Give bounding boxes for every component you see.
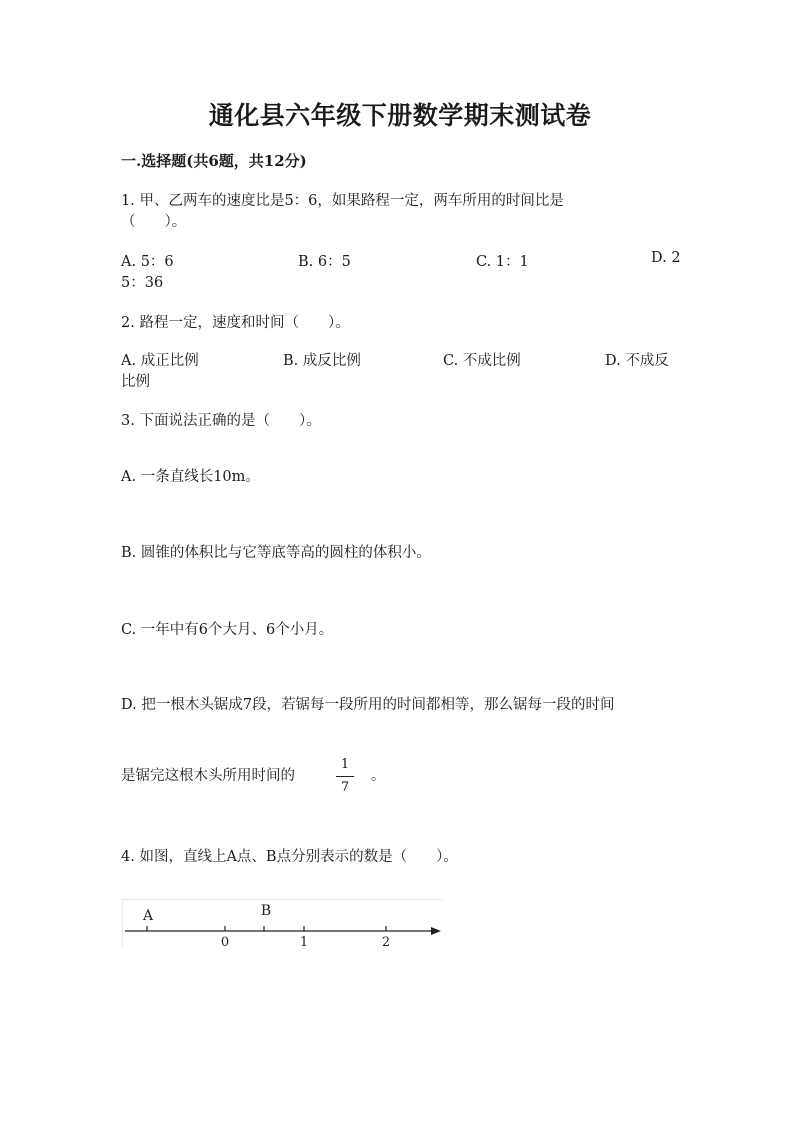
q1-option-d-continued: 5：36 (121, 275, 164, 291)
q1-stem-line2: （ ）。 (121, 214, 187, 230)
q4-stem: 4. 如图，直线上A点、B点分别表示的数是（ ）。 (121, 849, 458, 865)
q3-option-c: C. 一年中有6个大月、6个小月。 (121, 622, 334, 638)
fraction-one-seventh (336, 758, 354, 796)
q2-option-c: C. 不成比例 (443, 353, 521, 369)
q2-option-d-continued: 比例 (121, 374, 150, 390)
q2-stem: 2. 路程一定，速度和时间（ ）。 (121, 315, 350, 331)
fraction-denominator: 7 (340, 780, 350, 795)
label-tick-2: 2 (381, 935, 391, 948)
q1-option-b: B. 6：5 (298, 254, 351, 270)
section-heading: 一.选择题(共6题，共12分) (121, 152, 307, 170)
q1-option-a: A. 5：6 (121, 254, 174, 270)
page-title: 通化县六年级下册数学期末测试卷 (208, 101, 592, 130)
fraction-numerator: 1 (340, 757, 350, 772)
number-line-figure (122, 899, 443, 948)
fraction-bar (336, 776, 354, 777)
label-tick-1: 1 (299, 935, 309, 948)
label-point-b: B (260, 903, 272, 919)
label-tick-0: 0 (220, 935, 230, 948)
number-line-svg (123, 900, 443, 948)
q3-option-d-line1: D. 把一根木头锯成7段，若锯每一段所用的时间都相等，那么锯每一段的时间 (121, 697, 615, 713)
q3-option-b: B. 圆锥的体积比与它等底等高的圆柱的体积小。 (121, 545, 431, 561)
q3-option-d-line2: 是锯完这根木头所用时间的 (121, 768, 295, 784)
q3-option-d-end: 。 (371, 768, 386, 784)
q2-option-a: A. 成正比例 (121, 353, 199, 369)
label-point-a: A (142, 908, 154, 924)
q2-option-d: D. 不成反 (605, 353, 669, 369)
q3-stem: 3. 下面说法正确的是（ ）。 (121, 413, 321, 429)
q1-option-d: D. 2 (651, 250, 681, 266)
number-line-arrow (431, 927, 441, 935)
q3-option-a: A. 一条直线长10m。 (121, 469, 260, 485)
q1-option-c: C. 1：1 (476, 254, 529, 270)
q2-option-b: B. 成反比例 (283, 353, 361, 369)
q1-stem-line1: 1. 甲、乙两车的速度比是5：6，如果路程一定，两车所用的时间比是 (121, 193, 564, 209)
